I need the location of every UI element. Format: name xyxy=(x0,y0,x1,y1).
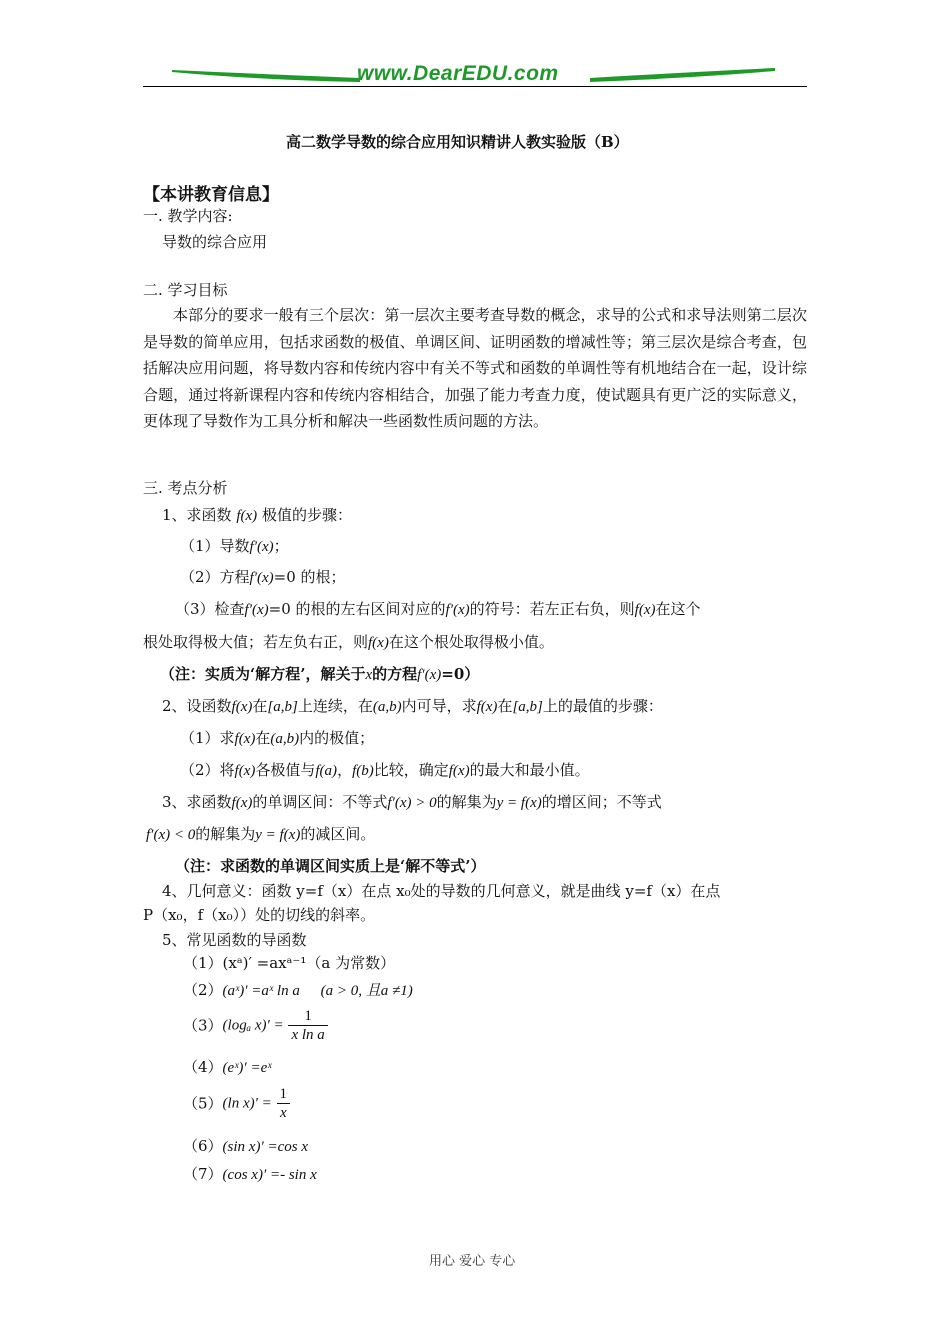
item3-line2 xyxy=(146,824,375,845)
item1-formula: f(x) xyxy=(236,508,258,524)
item3-b: 的单调区间：不等式 xyxy=(252,793,388,811)
formula-5-label: （5） xyxy=(183,1094,223,1113)
item1-text-b: 极值的步骤： xyxy=(261,506,352,524)
formula-2-expr: (aˣ)′ =aˣ ln a xyxy=(222,983,300,999)
item3-line1 xyxy=(162,792,662,813)
formula-1-expr: (xᵃ)′ =axᵃ⁻¹（a 为常数） xyxy=(222,954,396,972)
item1-step3-c: 的符号：若左正右负，则 xyxy=(469,600,635,618)
note1-b: 的方程 xyxy=(372,665,418,683)
formula-3-left: (logₐ x)′ = xyxy=(222,1017,284,1034)
part1-content: 导数的综合应用 xyxy=(162,233,268,251)
item1-step1-a: （1）导数 xyxy=(180,537,250,555)
header-rule xyxy=(143,86,807,87)
section-heading: 【本讲教育信息】 xyxy=(143,185,279,205)
item1-step3-d: 在这个 xyxy=(655,600,701,618)
formula-1 xyxy=(183,953,395,973)
item2-step2-fb: f(b) xyxy=(352,763,374,779)
item1-step2 xyxy=(180,567,346,588)
item1-step1-b: ； xyxy=(273,537,289,555)
item2-step1-a: （1）求 xyxy=(180,729,235,747)
formula-4 xyxy=(183,1057,271,1078)
item3-formula: f(x) xyxy=(231,795,253,811)
part2-paragraph-text: 本部分的要求一般有三个层次：第一层次主要考查导数的概念，求导的公式和求导法则第二层次是导数的简单应用，包括求函数的极值、单调区间、证明函数的增减性等；第三层次是综合考查，包括解决应用问题，将导数内容和传统内容中有关不等式和函数的单调性等有机地结合在一起，设计综合题，通过将新课程内容和传统内容相结合，加强了能力考查力度，使试题具有更广泛的实际意义，更体现了导数作为工具分析和解决一些函数性质问题的方法。 xyxy=(143,306,807,430)
note1-formula: f′(x) xyxy=(417,667,442,683)
item1-line xyxy=(162,505,352,526)
item2-g: 上的最值的步骤： xyxy=(542,697,663,715)
formula-6-expr: (sin x)′ =cos x xyxy=(222,1139,309,1155)
item3-l2-function: y = f(x) xyxy=(255,827,301,843)
item1-step3-l2-a: 根处取得极大值；若左负右正，则 xyxy=(143,633,369,651)
item1-step3-b: =0 的根的左右区间对应的 xyxy=(268,600,446,618)
item2-step2-formula1: f(x) xyxy=(234,763,256,779)
item2-interval1: [a,b] xyxy=(267,699,298,715)
item3-l2-a: 的解集为 xyxy=(195,825,256,843)
item3-function: y = f(x) xyxy=(496,795,542,811)
item2-step2-fa: f(a) xyxy=(315,763,338,779)
item2-a: 2、设函数 xyxy=(162,697,232,715)
item1-step3-a: （3）检查 xyxy=(175,600,245,618)
formula-7 xyxy=(183,1164,317,1185)
item2-formula1: f(x) xyxy=(231,699,253,715)
formula-4-expr: (eˣ)′ =eˣ xyxy=(222,1060,272,1076)
item2-c: 上连续，在 xyxy=(297,697,373,715)
formula-5-denominator: x xyxy=(279,1105,287,1121)
note1-var: x xyxy=(365,667,373,683)
formula-5-left: (ln x)′ = xyxy=(222,1095,272,1112)
note1-a: （注：实质为‘解方程’，解关于 xyxy=(160,665,366,683)
part3-heading: 三. 考点分析 xyxy=(143,479,228,497)
formula-3-label: （3） xyxy=(183,1016,223,1035)
item1-step2-b: =0 的根； xyxy=(273,568,346,586)
item3-inequality: f′(x) > 0 xyxy=(387,795,437,811)
formula-3 xyxy=(183,1007,328,1044)
item1-step1 xyxy=(180,536,289,557)
item3-l2-inequality: f′(x) < 0 xyxy=(146,827,196,843)
formula-1-label: （1） xyxy=(183,954,223,972)
formula-6-label: （6） xyxy=(183,1137,223,1155)
formula-3-denominator: x ln a xyxy=(291,1027,325,1043)
item3-a: 3、求函数 xyxy=(162,793,232,811)
part1-heading: 一. 教学内容: xyxy=(143,207,233,225)
item2-line xyxy=(162,696,663,717)
part2-paragraph xyxy=(143,302,807,435)
item2-step2-e: 的最大和最小值。 xyxy=(469,761,590,779)
item2-step1-c: 内的极值； xyxy=(299,729,375,747)
item5-heading: 5、常见函数的导函数 xyxy=(162,931,307,949)
formula-6 xyxy=(183,1136,308,1157)
item1-step3-l2-formula: f(x) xyxy=(368,635,389,651)
item3-l2-b: 的减区间。 xyxy=(300,825,376,843)
item2-step2-d: 比较，确定 xyxy=(373,761,449,779)
item2-step2-formula2: f(x) xyxy=(448,763,470,779)
item3-c: 的解集为 xyxy=(436,793,497,811)
item3-d: 的增区间；不等式 xyxy=(541,793,662,811)
item1-step3-formula2: f′(x) xyxy=(445,602,470,618)
item2-step1-interval: (a,b) xyxy=(270,731,300,747)
item1-text-a: 1、求函数 xyxy=(162,506,232,524)
part2-heading: 二. 学习目标 xyxy=(143,281,228,299)
formula-5-numerator: 1 xyxy=(277,1085,291,1104)
formula-5 xyxy=(183,1085,290,1122)
note2: （注：求函数的单调区间实质上是‘解不等式’） xyxy=(175,857,486,875)
formula-7-expr: (cos x)′ =- sin x xyxy=(222,1167,317,1183)
page-footer: 用心 爱心 专心 xyxy=(429,1254,516,1269)
item1-step3-line2 xyxy=(143,632,554,653)
item2-step2-a: （2）将 xyxy=(180,761,235,779)
item1-step3-l2-b: 在这个根处取得极小值。 xyxy=(388,633,554,651)
item2-b: 在 xyxy=(252,697,268,715)
formula-5-fraction xyxy=(277,1085,291,1122)
item2-d: 内可导，求 xyxy=(401,697,477,715)
formula-2 xyxy=(183,980,413,1001)
item1-step1-formula: f′(x) xyxy=(249,539,274,555)
item2-e: 在 xyxy=(497,697,513,715)
item2-formula2: f(x) xyxy=(476,699,498,715)
formula-3-numerator: 1 xyxy=(288,1007,327,1026)
item1-step3-line1 xyxy=(175,599,701,620)
formula-2-condition: (a > 0, 且a ≠1) xyxy=(320,983,413,999)
item2-step2-c: ， xyxy=(337,761,353,779)
item2-interval2: (a,b) xyxy=(372,699,402,715)
site-logo-text: www.DearEDU.com xyxy=(357,62,559,85)
formula-3-fraction xyxy=(288,1007,327,1044)
item2-interval3: [a,b] xyxy=(512,699,543,715)
item1-step3-formula1: f′(x) xyxy=(244,602,269,618)
note1 xyxy=(160,664,479,685)
formula-2-label: （2） xyxy=(183,981,223,999)
item2-step1 xyxy=(180,728,374,749)
item4-line2: P（x₀，f（x₀））处的切线的斜率。 xyxy=(143,906,376,924)
item2-step2-b: 各极值与 xyxy=(255,761,316,779)
formula-4-label: （4） xyxy=(183,1058,223,1076)
document-title: 高二数学导数的综合应用知识精讲人教实验版（B） xyxy=(286,133,629,151)
item2-step1-formula: f(x) xyxy=(234,731,256,747)
note1-c: =0） xyxy=(441,665,480,683)
item4-line1: 4、几何意义：函数 y=f（x）在点 x₀处的导数的几何意义，就是曲线 y=f（x）在点 xyxy=(162,882,721,900)
item2-step2 xyxy=(180,760,590,781)
item2-step1-b: 在 xyxy=(255,729,271,747)
item1-step3-formula3: f(x) xyxy=(634,602,656,618)
item1-step2-formula: f′(x) xyxy=(249,570,274,586)
item1-step2-a: （2）方程 xyxy=(180,568,250,586)
formula-7-label: （7） xyxy=(183,1165,223,1183)
